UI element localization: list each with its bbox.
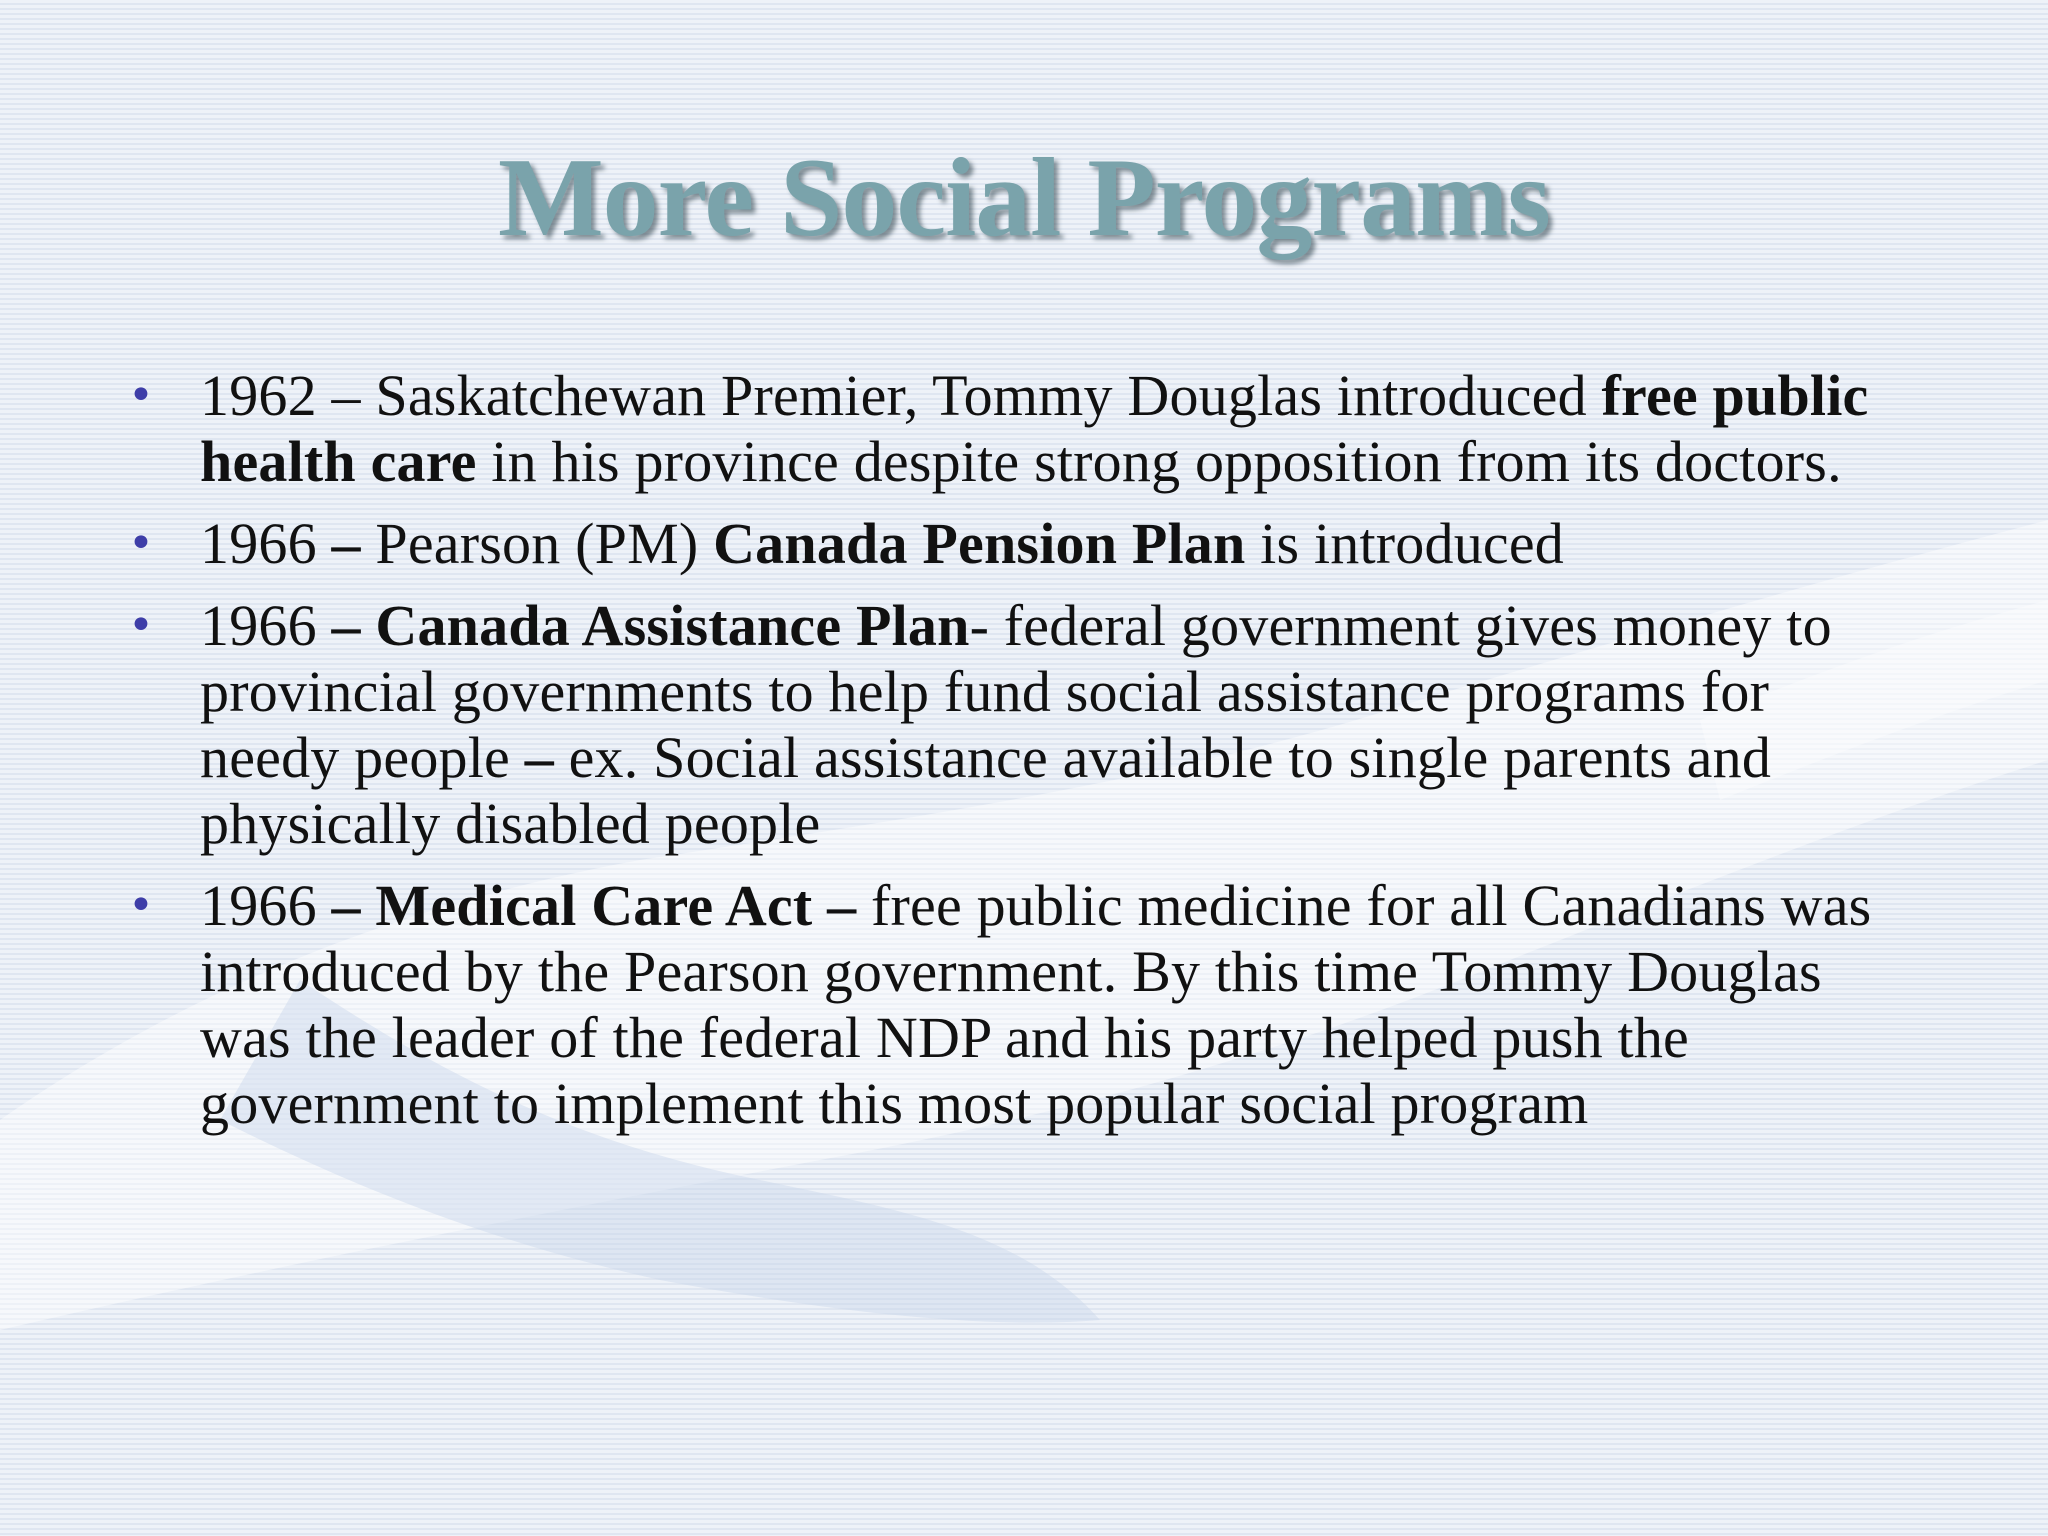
bullet-item-1962-health-care (120, 363, 1920, 495)
bullet-bold-text: free public health care (200, 363, 1869, 494)
bullet-text: in his province despite strong opposition from its doctors. (476, 429, 1842, 494)
bullet-dot-icon: • (128, 370, 155, 421)
bullet-text: Pearson (PM) (360, 511, 714, 576)
bullet-text: 1966 (200, 873, 332, 938)
bullet-item-1966-medical-care-act (120, 873, 1920, 1137)
bullet-text: 1966 (200, 511, 332, 576)
bullet-bold-text: – Canada Assistance Plan (331, 593, 970, 658)
bullet-bold-text: – (524, 725, 554, 790)
bullet-dot-icon: • (128, 880, 155, 931)
bullet-text: - federal government gives money to provincial governments to help fund social assistance programs for needy people (200, 593, 1832, 790)
bullet-bold-text: – Medical Care Act – (331, 873, 857, 938)
bullet-item-1966-pension-plan (120, 511, 1920, 577)
bullet-list (120, 363, 1920, 1153)
bullet-item-1966-assistance-plan (120, 593, 1920, 857)
bullet-text: free public medicine for all Canadians was introduced by the Pearson government. By this time Tommy Douglas was the leader of the federal NDP and his party helped push the government to implement this most popular social program (200, 873, 1872, 1136)
bullet-dot-icon: • (128, 518, 155, 569)
bullet-text: 1966 (200, 593, 332, 658)
bullet-text: is introduced (1245, 511, 1564, 576)
slide-title: More Social Programs (497, 136, 1551, 260)
bullet-text: ex. Social assistance available to single parents and physically disabled people (200, 725, 1772, 856)
bullet-bold-text: – (331, 511, 361, 576)
bullet-bold-text: Canada Pension Plan (713, 511, 1246, 576)
bullet-dot-icon: • (128, 600, 155, 651)
bullet-text: 1962 – Saskatchewan Premier, Tommy Douglas introduced (200, 363, 1602, 428)
